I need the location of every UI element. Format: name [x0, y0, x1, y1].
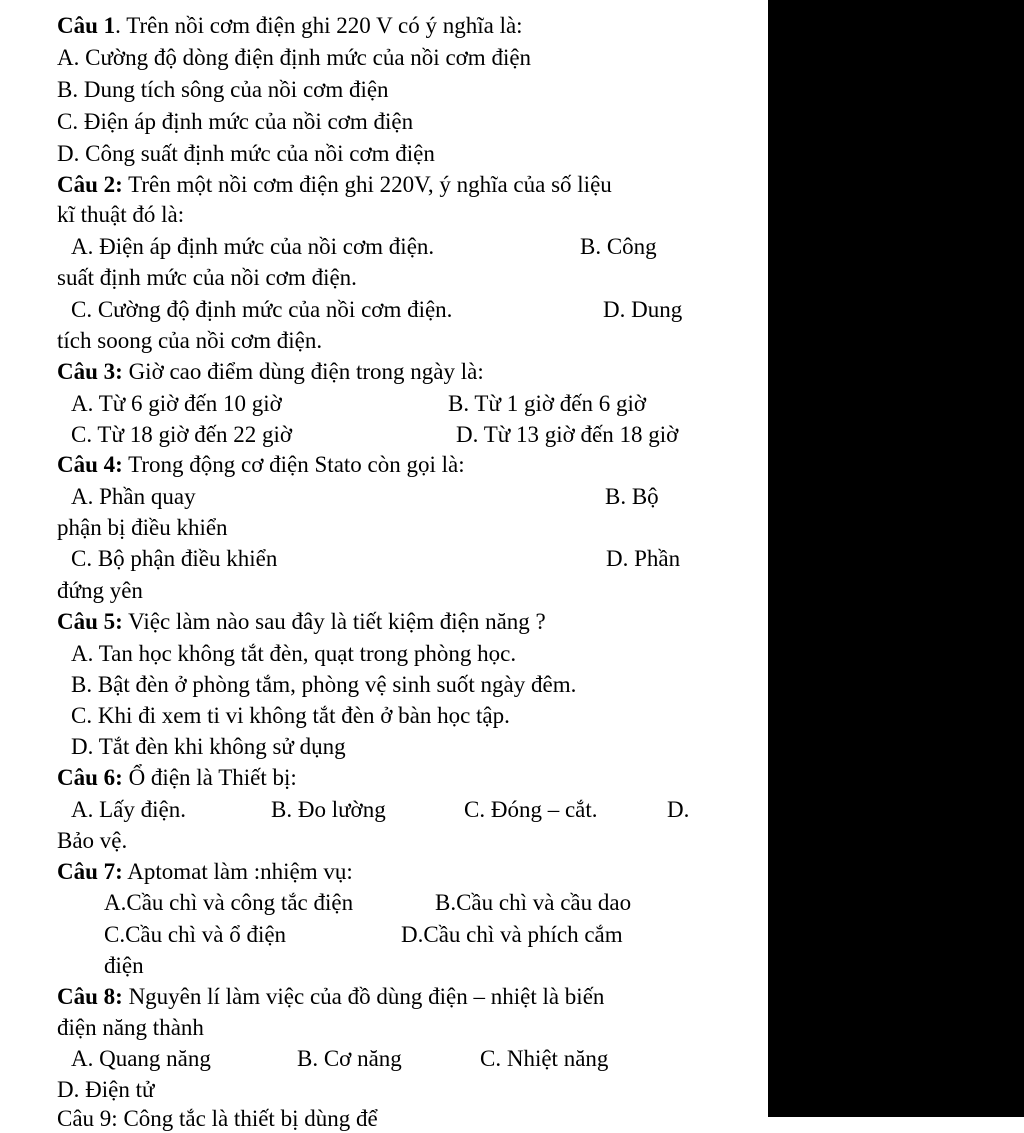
option-3b: B. Từ 1 giờ đến 6 giờ	[448, 391, 647, 416]
option-8b: B. Cơ năng	[297, 1046, 402, 1071]
cut-off-question-9: Câu 9: Công tắc là thiết bị dùng để	[57, 1106, 378, 1131]
option-4b: B. Bộ	[605, 484, 659, 509]
option-7a: A.Cầu chì và công tắc điện	[104, 890, 354, 915]
option-6d: D.	[667, 797, 690, 822]
question-3-stem: Câu 3: Giờ cao điểm dùng điện trong ngày là:	[57, 359, 484, 384]
question-8-stem-cont: điện năng thành	[57, 1015, 204, 1040]
option-6d-cont: Bảo vệ.	[57, 828, 128, 853]
question-label: Câu 4:	[57, 452, 123, 477]
question-8-stem: Câu 8: Nguyên lí làm việc của đồ dùng điện – nhiệt là biến	[57, 984, 605, 1009]
option-5d: D. Tắt đèn khi không sử dụng	[71, 734, 346, 759]
option-7b: B.Cầu chì và cầu dao	[435, 890, 632, 915]
question-label: Câu 3:	[57, 359, 123, 384]
question-label: Câu 7:	[57, 859, 123, 884]
option-4a: A. Phần quay	[71, 484, 196, 509]
option-7c: C.Cầu chì và ổ điện	[104, 922, 287, 947]
option-4c: C. Bộ phận điều khiển	[71, 546, 278, 571]
option-5b: B. Bật đèn ở phòng tắm, phòng vệ sinh suốt ngày đêm.	[71, 672, 577, 697]
option-3d: D. Từ 13 giờ đến 18 giờ	[456, 422, 679, 447]
option-1a: A. Cường độ dòng điện định mức của nồi cơm điện	[57, 45, 532, 70]
option-1d: D. Công suất định mức của nồi cơm điện	[57, 141, 435, 166]
option-5a: A. Tan học không tắt đèn, quạt trong phòng học.	[71, 641, 517, 666]
option-2b-cont: suất định mức của nồi cơm điện.	[57, 265, 357, 290]
option-1b: B. Dung tích sông của nồi cơm điện	[57, 77, 389, 102]
question-label: Câu 5:	[57, 609, 123, 634]
option-7d: D.Cầu chì và phích cắm	[401, 922, 623, 947]
option-4d: D. Phần	[606, 546, 681, 571]
option-6b: B. Đo lường	[271, 797, 386, 822]
option-5c: C. Khi đi xem ti vi không tắt đèn ở bàn học tập.	[71, 703, 510, 728]
option-3a: A. Từ 6 giờ đến 10 giờ	[71, 391, 282, 416]
question-2-stem-cont: kĩ thuật đó là:	[57, 202, 185, 227]
option-2d-cont: tích soong của nồi cơm điện.	[57, 328, 323, 353]
option-6c: C. Đóng – cắt.	[464, 797, 598, 822]
question-1-stem: Câu 1. Trên nồi cơm điện ghi 220 V có ý nghĩa là:	[57, 13, 523, 38]
option-1c: C. Điện áp định mức của nồi cơm điện	[57, 109, 414, 134]
black-margin	[768, 0, 1024, 1117]
option-7d-cont: điện	[104, 953, 144, 978]
question-5-stem: Câu 5: Việc làm nào sau đây là tiết kiệm điện năng ?	[57, 609, 546, 634]
option-6a: A. Lấy điện.	[71, 797, 186, 822]
option-2c: C. Cường độ định mức của nồi cơm điện.	[71, 297, 453, 322]
option-8c: C. Nhiệt năng	[480, 1046, 609, 1071]
question-4-stem: Câu 4: Trong động cơ điện Stato còn gọi là:	[57, 452, 465, 477]
option-3c: C. Từ 18 giờ đến 22 giờ	[71, 422, 293, 447]
option-8d: D. Điện tử	[57, 1077, 155, 1102]
question-7-stem: Câu 7: Aptomat làm :nhiệm vụ:	[57, 859, 353, 884]
option-2b: B. Công	[580, 234, 657, 259]
question-label: Câu 6:	[57, 765, 123, 790]
option-2d: D. Dung	[603, 297, 683, 322]
page-top-fragment	[428, 0, 441, 8]
question-label: Câu 2:	[57, 172, 123, 197]
question-label: Câu 1	[57, 13, 116, 38]
question-2-stem: Câu 2: Trên một nồi cơm điện ghi 220V, ý nghĩa của số liệu	[57, 172, 612, 197]
question-label: Câu 8:	[57, 984, 123, 1009]
option-8a: A. Quang năng	[71, 1046, 211, 1071]
question-6-stem: Câu 6: Ổ điện là Thiết bị:	[57, 765, 297, 790]
option-2a: A. Điện áp định mức của nồi cơm điện.	[71, 234, 435, 259]
option-4d-cont: đứng yên	[57, 578, 143, 603]
option-4b-cont: phận bị điều khiển	[57, 515, 228, 540]
